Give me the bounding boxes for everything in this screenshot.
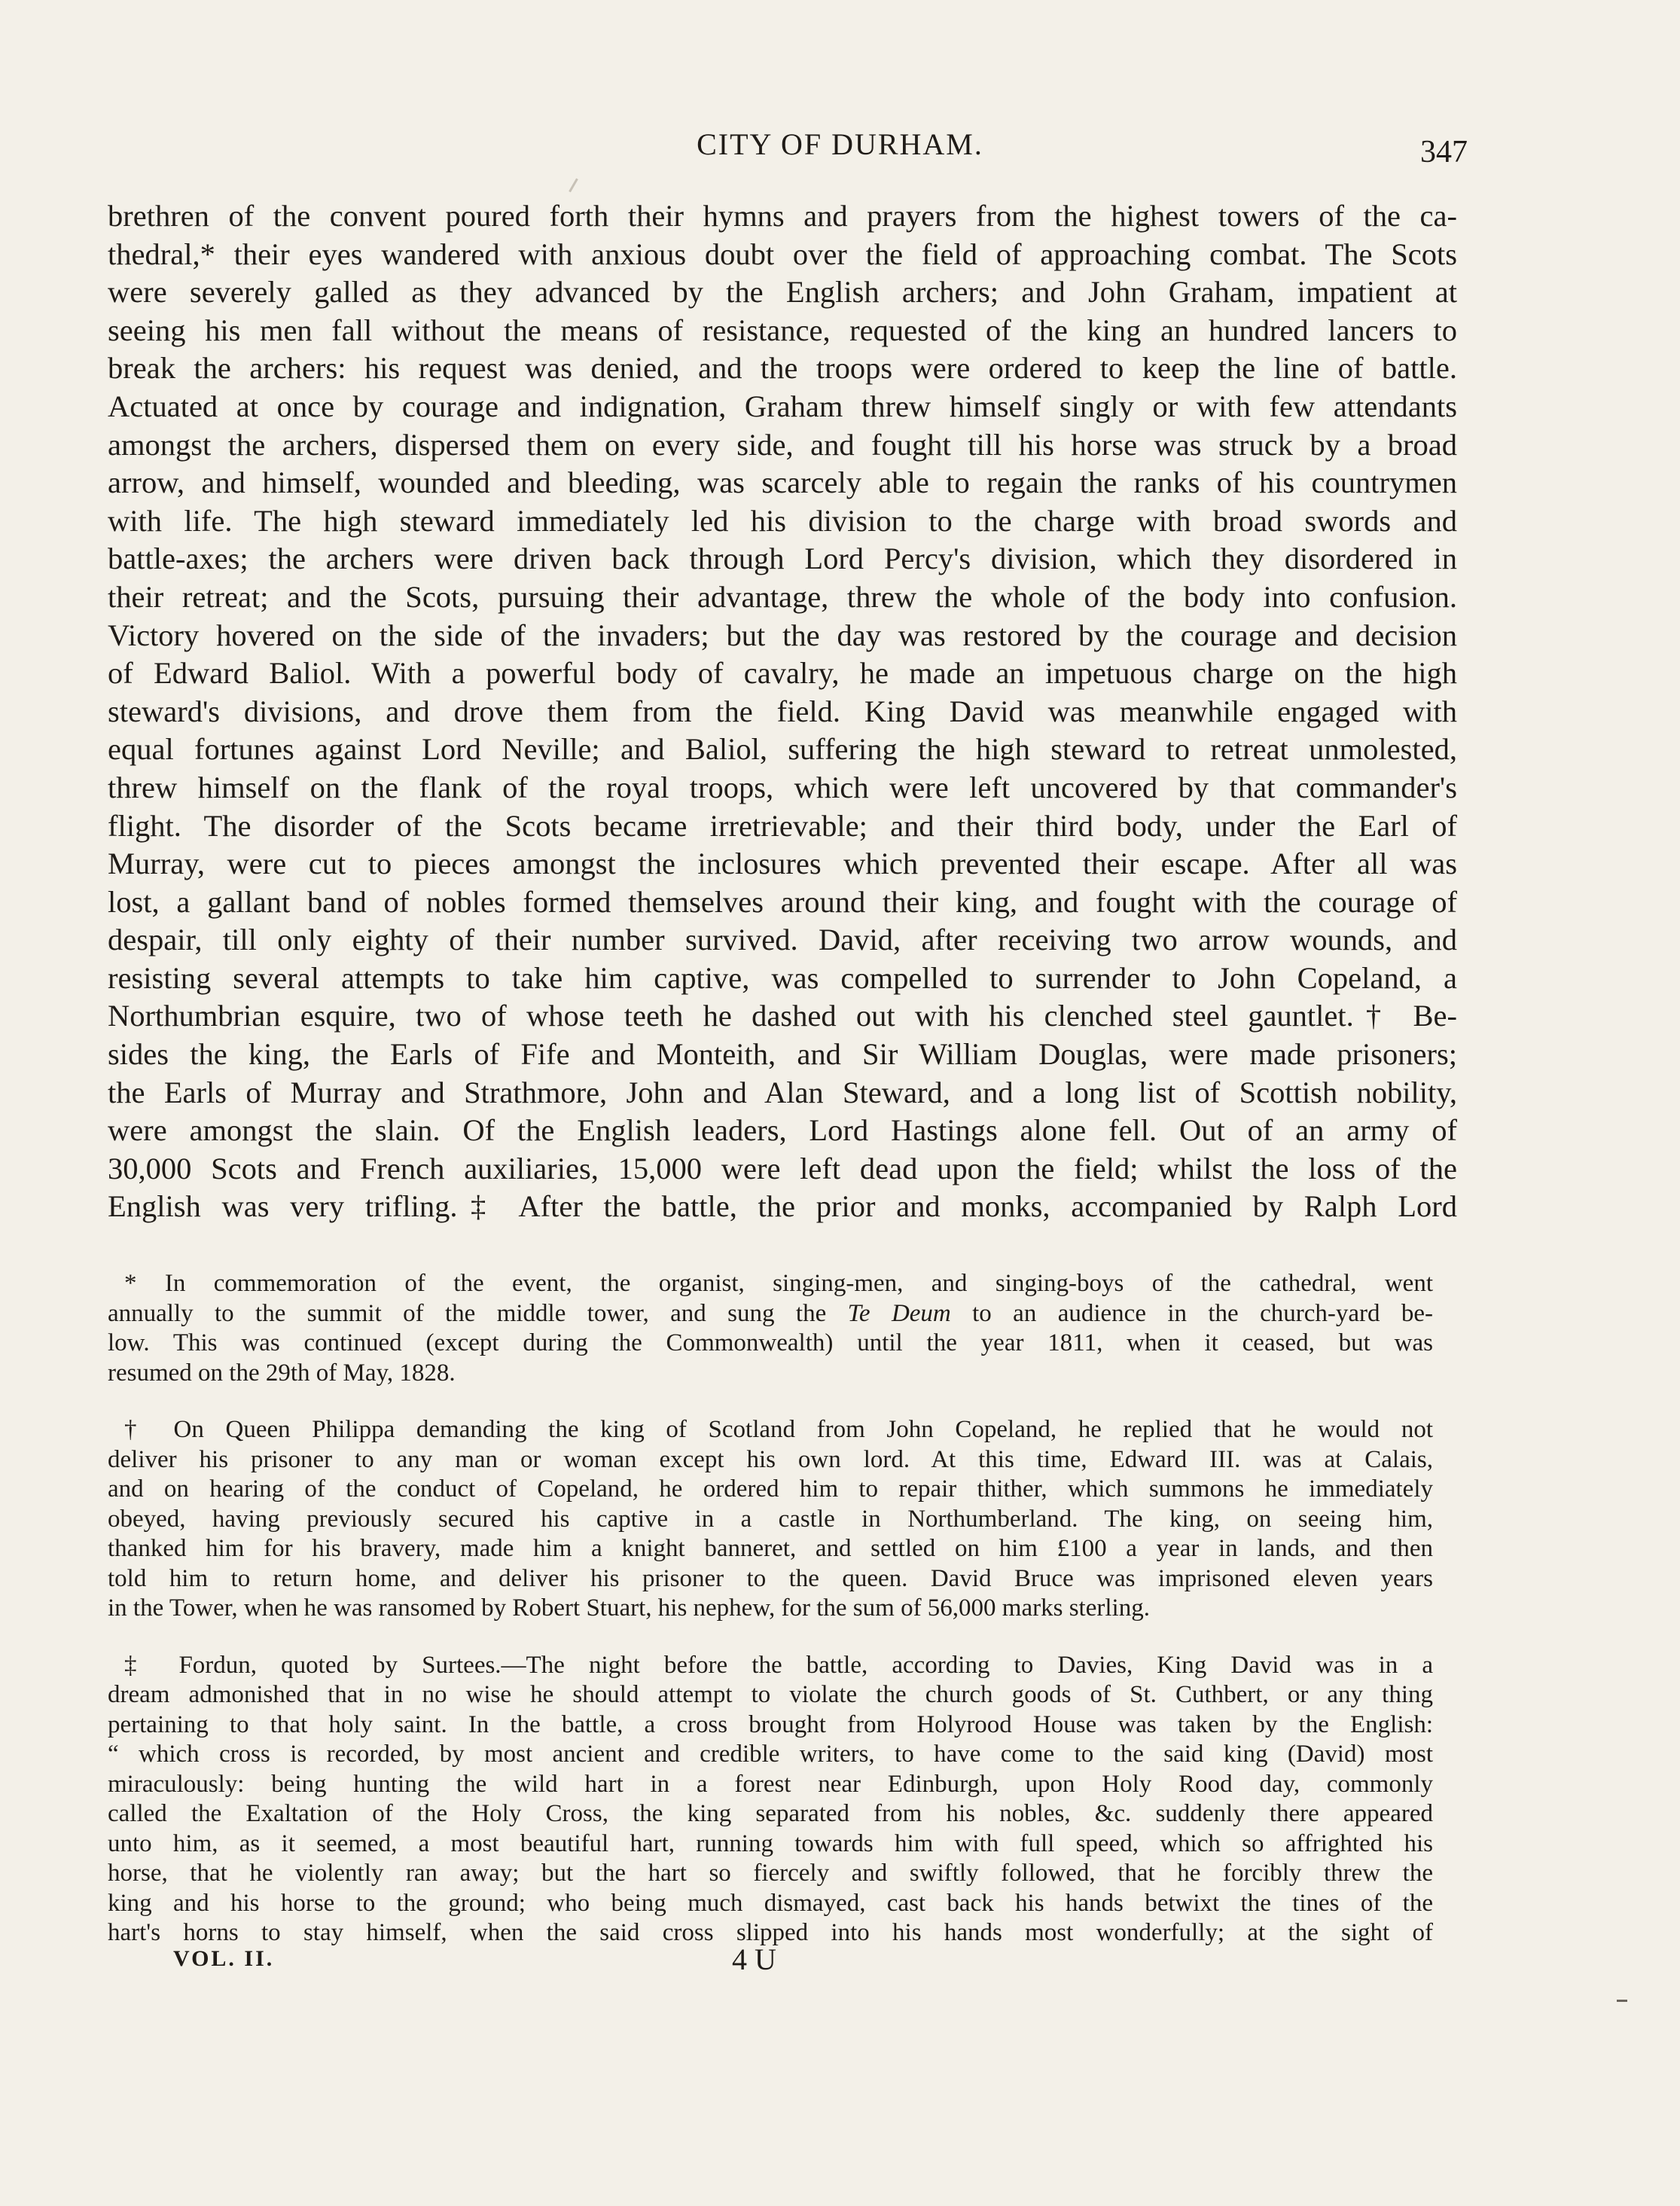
margin-dash bbox=[1617, 2000, 1627, 2002]
page-title: CITY OF DURHAM. bbox=[697, 127, 983, 161]
text-line: threw himself on the flank of the royal troops, which were left uncovered by that commander's bbox=[108, 770, 1457, 804]
text-line: resisting several attempts to take him captive, was compelled to surrender to John Copeland, a bbox=[108, 960, 1457, 995]
text-line: seeing his men fall without the means of resistance, requested of the king an hundred lancers to bbox=[108, 313, 1457, 347]
text-line: amongst the archers, dispersed them on every side, and fought till his horse was struck by a broad bbox=[108, 427, 1457, 462]
footnote-line: low. This was continued (except during the Commonwealth) until the year 1811, when it ceased, but was bbox=[108, 1329, 1433, 1356]
text-line: sides the king, the Earls of Fife and Monteith, and Sir William Douglas, were made prisoners; bbox=[108, 1037, 1457, 1072]
text-line: equal fortunes against Lord Neville; and Baliol, suffering the high steward to retreat unmolested, bbox=[108, 732, 1457, 767]
footnote-1 bbox=[108, 1269, 1433, 1388]
paper-mark bbox=[569, 178, 578, 193]
footnote-2 bbox=[108, 1415, 1433, 1624]
text-line: arrow, and himself, wounded and bleeding, was scarcely able to regain the ranks of his countrymen bbox=[108, 465, 1457, 500]
text-line: English was very trifling.‡ After the battle, the prior and monks, accompanied by Ralph Lord bbox=[108, 1189, 1457, 1224]
footnote-line: miraculously: being hunting the wild hart in a forest near Edinburgh, upon Holy Rood day, commonly bbox=[108, 1770, 1433, 1798]
text-line: thedral,* their eyes wandered with anxious doubt over the field of approaching combat. The Scots bbox=[108, 236, 1457, 271]
page-footer bbox=[173, 1942, 1077, 1976]
text-line: the Earls of Murray and Strathmore, John and Alan Steward, and a long list of Scottish nobility, bbox=[108, 1075, 1457, 1109]
text-line: their retreat; and the Scots, pursuing their advantage, threw the whole of the body into confusion. bbox=[108, 579, 1457, 614]
text-line: of Edward Baliol. With a powerful body of cavalry, he made an impetuous charge on the high bbox=[108, 656, 1457, 691]
main-text bbox=[108, 197, 1457, 1226]
footnote-line: unto him, as it seemed, a most beautiful hart, running towards him with full speed, which so affrighted his bbox=[108, 1829, 1433, 1857]
text-line: 30,000 Scots and French auxiliaries, 15,000 were left dead upon the field; whilst the loss of the bbox=[108, 1151, 1457, 1185]
text-line: were severely galled as they advanced by the English archers; and John Graham, impatient at bbox=[108, 275, 1457, 310]
text-line: Murray, were cut to pieces amongst the inclosures which prevented their escape. After all was bbox=[108, 847, 1457, 881]
footnote-line: * In commemoration of the event, the organist, singing-men, and singing-boys of the cathedral, went bbox=[124, 1270, 1433, 1297]
footnote-line: † On Queen Philippa demanding the king of Scotland from John Copeland, he replied that he would not bbox=[124, 1416, 1433, 1443]
footnote-line: ‡ Fordun, quoted by Surtees.—The night before the battle, according to Davies, King David was in a bbox=[124, 1651, 1433, 1679]
footnotes bbox=[108, 1269, 1433, 1976]
footnote-line: called the Exaltation of the Holy Cross, the king separated from his nobles, &c. suddenly there appeared bbox=[108, 1800, 1433, 1827]
page-number: 347 bbox=[1420, 135, 1468, 169]
text-line: were amongst the slain. Of the English leaders, Lord Hastings alone fell. Out of an army of bbox=[108, 1113, 1457, 1148]
footnote-line: “ which cross is recorded, by most ancient and credible writers, to have come to the said king (David) most bbox=[108, 1741, 1433, 1768]
footnote-line: obeyed, having previously secured his captive in a castle in Northumberland. The king, on seeing him, bbox=[108, 1505, 1433, 1533]
footnote-line: horse, that he violently ran away; but the hart so fiercely and swiftly followed, that he forcibly threw the bbox=[108, 1860, 1433, 1887]
footnote-line: hart's horns to stay himself, when the said cross slipped into his hands most wonderfully; at the sight of bbox=[108, 1919, 1433, 1946]
text-line: battle-axes; the archers were driven back through Lord Percy's division, which they disordered in bbox=[108, 542, 1457, 576]
text-line: despair, till only eighty of their number survived. David, after receiving two arrow wounds, and bbox=[108, 923, 1457, 957]
footnote-line: pertaining to that holy saint. In the battle, a cross brought from Holyrood House was taken by the English: bbox=[108, 1710, 1433, 1738]
italic-title: Te Deum bbox=[847, 1299, 951, 1327]
running-head bbox=[0, 127, 1680, 172]
footnote-line: thanked him for his bravery, made him a knight banneret, and settled on him £100 a year in lands, and then bbox=[108, 1535, 1433, 1562]
text-line: Northumbrian esquire, two of whose teeth he dashed out with his clenched steel gauntlet.† Be- bbox=[108, 999, 1457, 1033]
text-line: brethren of the convent poured forth their hymns and prayers from the highest towers of the ca- bbox=[108, 199, 1457, 233]
text-line: flight. The disorder of the Scots became irretrievable; and their third body, under the Earl of bbox=[108, 808, 1457, 843]
text-line: Victory hovered on the side of the invaders; but the day was restored by the courage and decision bbox=[108, 618, 1457, 652]
text-line: with life. The high steward immediately led his division to the charge with broad swords and bbox=[108, 503, 1457, 538]
text-line: Actuated at once by courage and indignation, Graham threw himself singly or with few attendants bbox=[108, 389, 1457, 423]
footnote-line: and on hearing of the conduct of Copeland, he ordered him to repair thither, which summons he immediately bbox=[108, 1475, 1433, 1503]
footnote-line: dream admonished that in no wise he should attempt to violate the church goods of St. Cuthbert, or any thing bbox=[108, 1681, 1433, 1708]
footnote-line: deliver his prisoner to any man or woman except his own lord. At this time, Edward III. was at Calais, bbox=[108, 1445, 1433, 1473]
signature-mark: 4 U bbox=[732, 1942, 776, 1976]
text-line: break the archers: his request was denied, and the troops were ordered to keep the line of battle. bbox=[108, 351, 1457, 386]
footnote-3 bbox=[108, 1651, 1433, 1948]
footnote-line: told him to return home, and deliver his prisoner to the queen. David Bruce was imprisoned eleven years bbox=[108, 1564, 1433, 1592]
text-line: lost, a gallant band of nobles formed themselves around their king, and fought with the courage of bbox=[108, 884, 1457, 919]
footnote-line: king and his horse to the ground; who being much dismayed, cast back his hands betwixt the tines of the bbox=[108, 1889, 1433, 1917]
volume-label: VOL. II. bbox=[173, 1946, 275, 1971]
text-line: steward's divisions, and drove them from the field. King David was meanwhile engaged with bbox=[108, 694, 1457, 728]
footnote-line: annually to the summit of the middle tower, and sung the Te Deum to an audience in the church-yard be- bbox=[108, 1299, 1433, 1327]
footnote-line: resumed on the 29th of May, 1828. bbox=[108, 1359, 456, 1387]
footnote-line: in the Tower, when he was ransomed by Robert Stuart, his nephew, for the sum of 56,000 marks sterling. bbox=[108, 1594, 1150, 1622]
